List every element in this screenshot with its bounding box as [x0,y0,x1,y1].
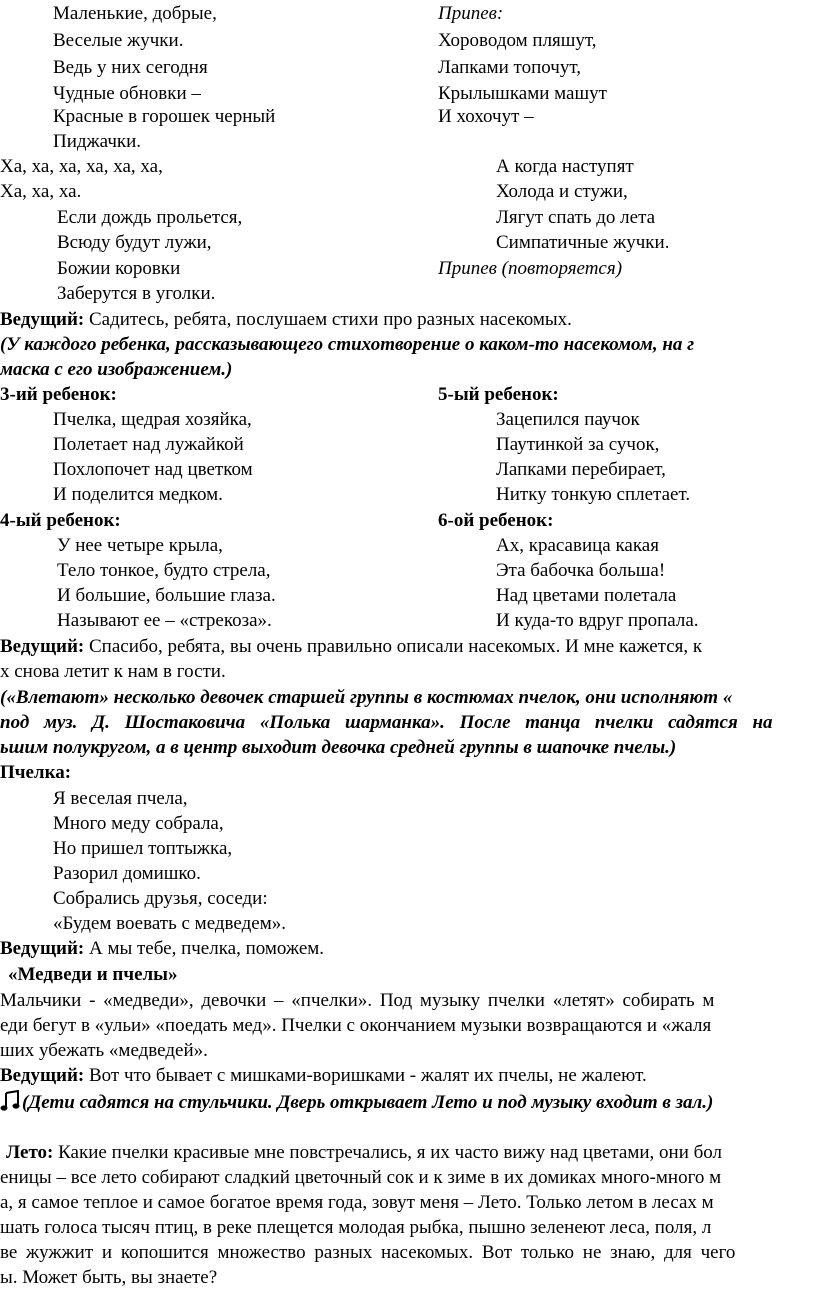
song-line: Красные в горошек черный [53,106,276,127]
music-note-icon [0,1090,22,1119]
child-title: 5-ый ребенок: [438,384,559,405]
speaker-label: Лето: [6,1142,54,1163]
poem-line: Нитку тонкую сплетает. [496,484,691,505]
song-line: Заберутся в уголки. [57,283,216,304]
refrain-repeat: Припев (повторяется) [438,258,623,279]
child-title: 3-ий ребенок: [0,384,117,405]
song-line: Холода и стужи, [496,181,628,202]
poem-line: Паутинкой за сучок, [496,434,660,455]
poem-line: У нее четыре крыла, [57,535,223,556]
speech-text: ы. Может быть, вы знаете? [0,1267,218,1288]
song-line: Чудные обновки – [53,83,201,104]
poem-line: Эта бабочка больша! [496,560,666,581]
game-text: Мальчики - «медведи», девочки – «пчелки». Под музыку пчелки «летят» собирать м [0,990,715,1011]
speech-text: Какие пчелки красивые мне повстречались, я их часто вижу над цветами, они бол [53,1142,723,1163]
game-text: ших убежать «медведей». [0,1040,208,1061]
poem-line: Много меду собрала, [53,813,224,834]
stage-note: (Дети садятся на стульчики. Дверь открывает Лето и под музыку входит в зал.) [22,1092,714,1113]
speaker-label: Ведущий: [0,938,85,959]
poem-line: Пчелка, щедрая хозяйка, [53,409,252,430]
summer-line [6,1140,722,1165]
song-line: Маленькие, добрые, [53,3,217,24]
host-line [0,634,702,659]
song-line: Лягут спать до лета [496,207,656,228]
poem-line: И большие, большие глаза. [57,585,276,606]
stage-note: («Влетают» несколько девочек старшей группы в костюмах пчелок, они исполняют « [0,687,733,708]
speech-text: а, я самое теплое и самое богатое время года, зовут меня – Лето. Только летом в лесах м [0,1192,714,1213]
refrain-line: И хохочут – [438,106,534,127]
refrain-line: Лапками топочут, [438,57,581,78]
laugh-line: Ха, ха, ха, ха, ха, ха, [0,156,163,177]
poem-line: Разорил домишко. [53,863,201,884]
poem-line: Но пришел топтыжка, [53,838,233,859]
host-line [0,936,324,961]
poem-line: Собрались друзья, соседи: [53,888,268,909]
poem-line: Я веселая пчела, [53,788,188,809]
game-text: еди бегут в «ульи» «поедать мед». Пчелки с окончанием музыки возвращаются и «жаля [0,1015,712,1036]
poem-line: Полетает над лужайкой [53,434,244,455]
poem-line: Ах, красавица какая [496,535,659,556]
speech-text: Садитесь, ребята, послушаем стихи про разных насекомых. [84,309,572,330]
stage-note: маска с его изображением.) [0,359,233,380]
child-title: 6-ой ребенок: [438,510,554,531]
song-line: Божии коровки [57,258,181,279]
song-line: Если дождь прольется, [57,207,243,228]
speech-text: х снова летит к нам в гости. [0,661,226,682]
poem-line: Зацепился паучок [496,409,640,430]
poem-line: Над цветами полетала [496,585,677,606]
song-line: Симпатичные жучки. [496,232,670,253]
speaker-label: Ведущий: [0,1065,85,1086]
song-line: А когда наступят [496,156,634,177]
poem-line: Называют ее – «стрекоза». [57,610,272,631]
poem-line: Похлопочет над цветком [53,459,253,480]
speech-text: Вот что бывает с мишками-воришками - жалят их пчелы, не жалеют. [84,1065,647,1086]
song-line: Пиджачки. [53,131,142,152]
poem-line: Лапками перебирает, [496,459,666,480]
child-title: 4-ый ребенок: [0,510,121,531]
speech-text: А мы тебе, пчелка, поможем. [84,938,325,959]
song-line: Веселые жучки. [53,30,184,51]
speech-text: шать голоса тысяч птиц, в реке плещется молодая рыбка, пышно зеленеют леса, поля, л [0,1217,712,1238]
song-line: Всюду будут лужи, [57,232,212,253]
bee-title: Пчелка: [0,762,72,783]
speaker-label: Ведущий: [0,636,85,657]
poem-line: Тело тонкое, будто стрела, [57,560,271,581]
host-line [0,1063,647,1088]
refrain-label: Припев: [438,3,504,24]
poem-line: «Будем воевать с медведем». [53,913,286,934]
poem-line: И поделится медком. [53,484,223,505]
stage-note: ьшим полукругом, а в центр выходит девочка средней группы в шапочке пчелы.) [0,737,677,758]
refrain-line: Хороводом пляшут, [438,30,597,51]
laugh-line: Ха, ха, ха. [0,181,82,202]
speech-text: еницы – все лето собирают сладкий цветочный сок и к зиме в их домиках много-много м [0,1167,722,1188]
host-line [0,307,572,332]
song-line: Ведь у них сегодня [53,57,208,78]
speech-text: ве жужжит и копошится множество разных насекомых. Вот только не знаю, для чего [0,1242,736,1263]
refrain-line: Крылышками машут [438,83,607,104]
poem-line: И куда-то вдруг пропала. [496,610,699,631]
stage-note: под муз. Д. Шостаковича «Полька шарманка». После танца пчелки садятся на [0,712,773,733]
stage-note: (У каждого ребенка, рассказывающего стихотворение о каком-то насекомом, на г [0,334,695,355]
speech-text: Спасибо, ребята, вы очень правильно описали насекомых. И мне кажется, к [84,636,703,657]
game-title: «Медведи и пчелы» [8,964,178,985]
speaker-label: Ведущий: [0,309,85,330]
